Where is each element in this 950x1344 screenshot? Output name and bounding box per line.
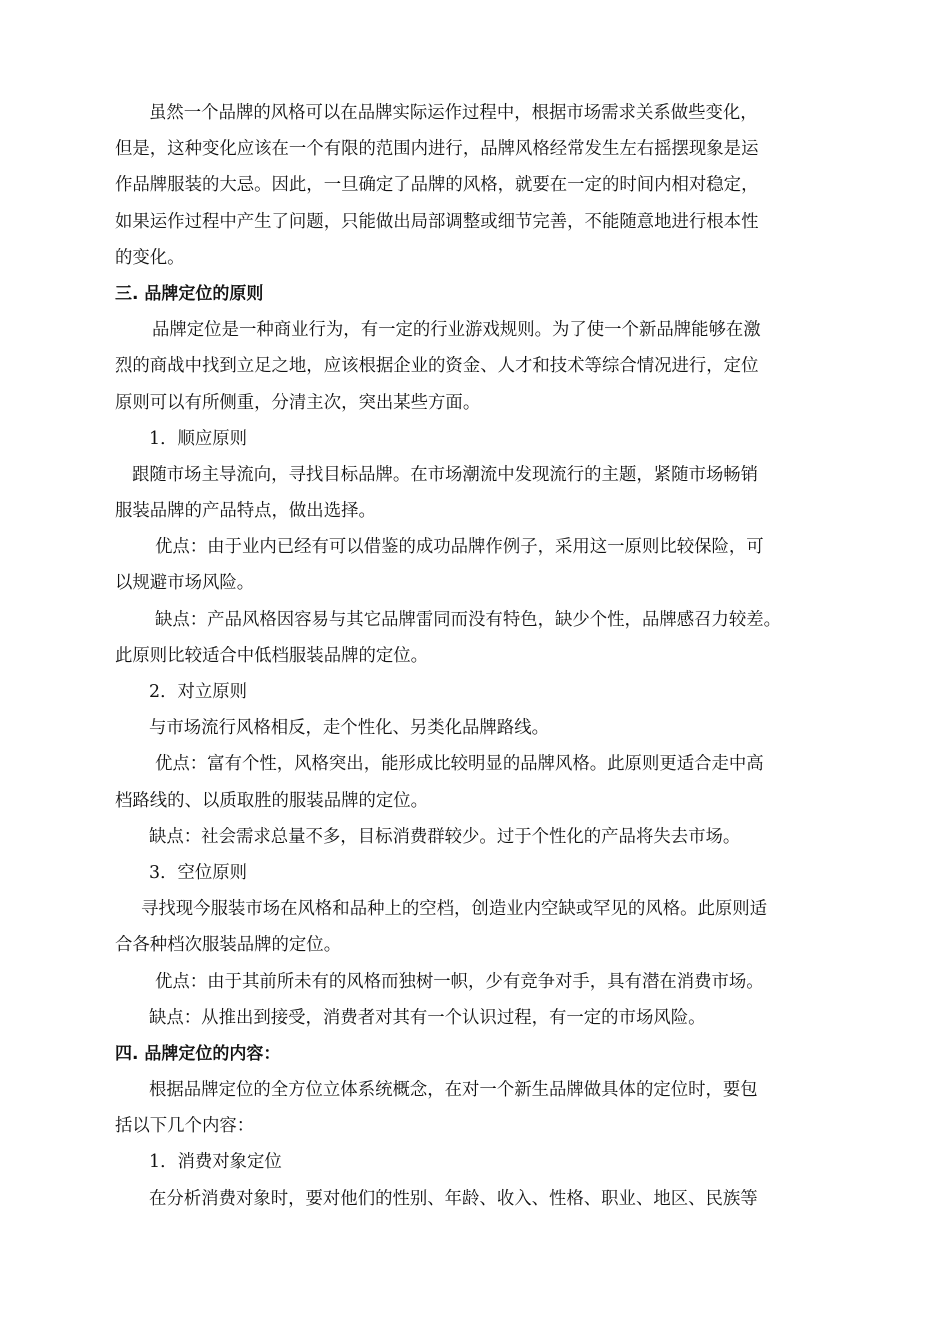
text-line: 括以下几个内容：	[115, 1116, 255, 1137]
text-line: 缺点：从推出到接受，消费者对其有一个认识过程，有一定的市场风险。	[149, 1007, 706, 1028]
text-line: 寻找现今服装市场在风格和品种上的空档，创造业内空缺或罕见的风格。此原则适	[141, 899, 768, 920]
text-line: 缺点：产品风格因容易与其它品牌雷同而没有特色，缺少个性，品牌感召力较差。	[155, 609, 782, 630]
text-line: 原则可以有所侧重，分清主次，突出某些方面。	[115, 392, 481, 413]
document-page	[115, 95, 843, 1217]
text-line: 的变化。	[115, 247, 185, 268]
text-line: 以规避市场风险。	[115, 573, 255, 594]
text-line: 合各种档次服装品牌的定位。	[115, 935, 342, 956]
text-line: 3．空位原则	[149, 862, 248, 883]
text-line: 品牌定位是一种商业行为，有一定的行业游戏规则。为了使一个新品牌能够在激	[152, 320, 761, 341]
text-line: 优点：由于业内已经有可以借鉴的成功品牌作例子，采用这一原则比较保险，可	[155, 537, 764, 558]
text-line: 作品牌服装的大忌。因此，一旦确定了品牌的风格，就要在一定的时间内相对稳定，	[115, 175, 759, 196]
text-line: 缺点：社会需求总量不多，目标消费群较少。过于个性化的产品将失去市场。	[149, 826, 741, 847]
text-line: 虽然一个品牌的风格可以在品牌实际运作过程中，根据市场需求关系做些变化，	[149, 103, 758, 123]
text-line: 在分析消费对象时，要对他们的性别、年龄、收入、性格、职业、地区、民族等	[149, 1188, 758, 1209]
text-line: 跟随市场主导流向，寻找目标品牌。在市场潮流中发现流行的主题，紧随市场畅销	[132, 464, 759, 485]
text-line: 服装品牌的产品特点，做出选择。	[115, 501, 376, 522]
text-line: 2．对立原则	[149, 682, 248, 702]
text-line: 优点：由于其前所未有的风格而独树一帜，少有竞争对手，具有潜在消费市场。	[155, 971, 764, 992]
section-heading: 四. 品牌定位的内容：	[115, 1043, 281, 1064]
text-line: 1．顺应原则	[149, 428, 248, 449]
text-line: 此原则比较适合中低档服装品牌的定位。	[115, 645, 429, 666]
text-line: 如果运作过程中产生了问题，只能做出局部调整或细节完善，不能随意地进行根本性	[115, 211, 759, 232]
text-line: 与市场流行风格相反，走个性化、另类化品牌路线。	[149, 718, 549, 739]
text-line: 但是，这种变化应该在一个有限的范围内进行，品牌风格经常发生左右摇摆现象是运	[115, 139, 759, 160]
text-line: 烈的商战中找到立足之地，应该根据企业的资金、人才和技术等综合情况进行，定位	[115, 356, 759, 377]
section-heading: 三. 品牌定位的原则	[115, 283, 264, 304]
text-line: 档路线的、以质取胜的服装品牌的定位。	[115, 790, 429, 811]
text-line: 优点：富有个性，风格突出，能形成比较明显的品牌风格。此原则更适合走中高	[155, 754, 764, 775]
text-line: 根据品牌定位的全方位立体系统概念，在对一个新生品牌做具体的定位时，要包	[149, 1080, 758, 1101]
text-line: 1．消费对象定位	[149, 1152, 282, 1173]
